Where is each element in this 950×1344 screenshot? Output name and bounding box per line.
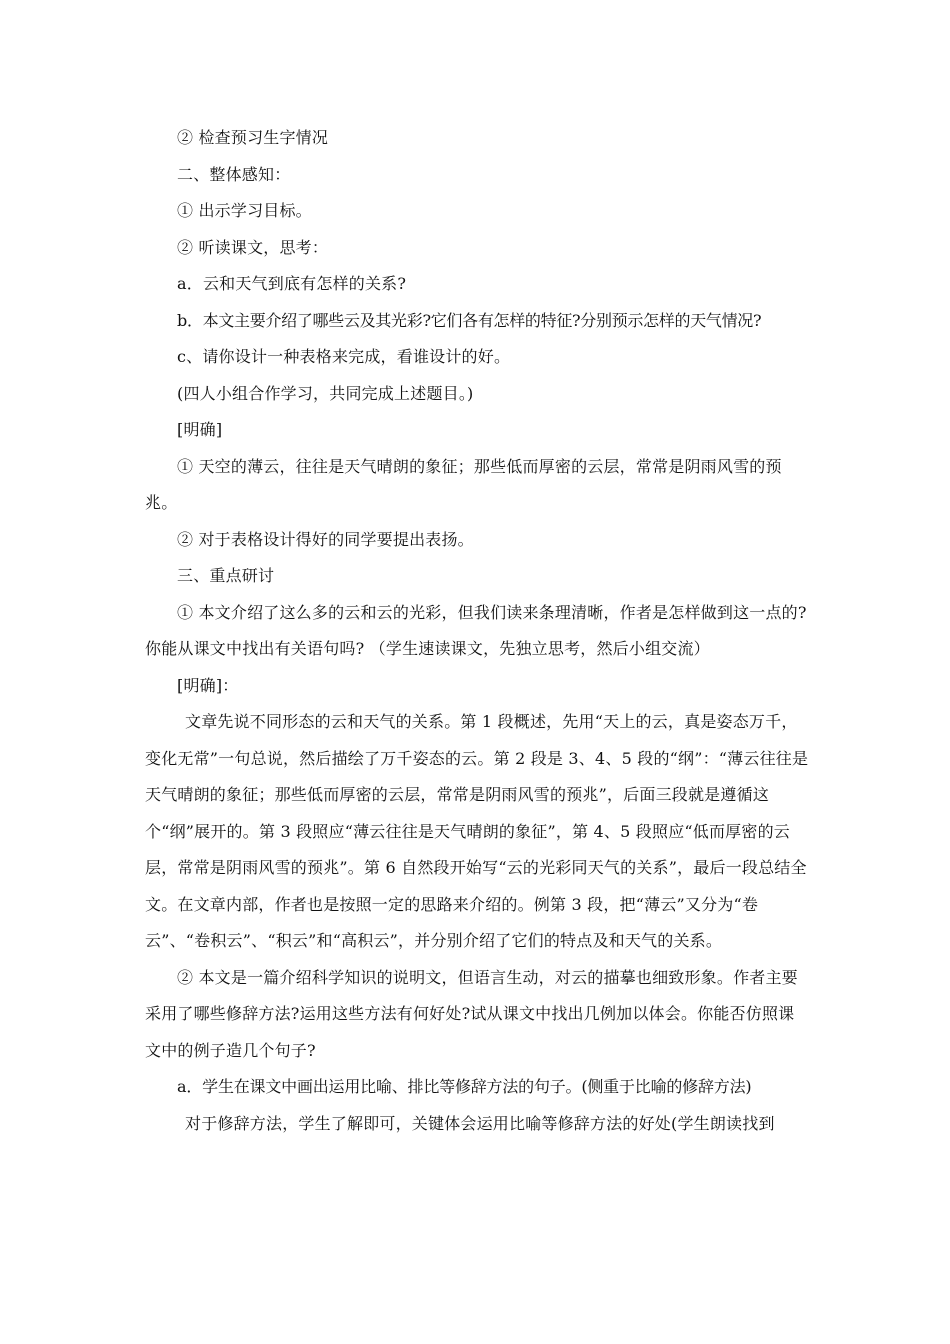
label-clarify-2: [明确]： bbox=[177, 675, 239, 695]
document-body bbox=[145, 120, 810, 1142]
paragraph-answer-2: ② 对于表格设计得好的同学要提出表扬。 bbox=[177, 529, 474, 549]
heading-overall-perception: 二、整体感知： bbox=[177, 164, 291, 184]
label-clarify: [明确] bbox=[177, 420, 223, 439]
question-c: c、请你设计一种表格来完成，看谁设计的好。 bbox=[177, 347, 511, 366]
paragraph-group-work: (四人小组合作学习，共同完成上述题目。) bbox=[177, 383, 474, 403]
paragraph-structure-explanation: 文章先说不同形态的云和天气的关系。第 1 段概述，先用“天上的云，真是姿态万千，变化无常”一句总说，然后描绘了万千姿态的云。第 2 段是 3、4、5 段的“纲”：“薄云往往是天气晴朗的象征；那些低而厚密的云层，常常是阴雨风雪的预兆”，后面三段就是遵循这个“纲”展开的。第 3 段照应“薄云往往是天气晴朗的象征”，第 4、5 段照应“低而厚密的云层，常常是阴雨风雪的预兆”。第 6 自然段开始写“云的光彩同天气的关系”，最后一段总结全文。在文章内部，作者也是按照一定的思路来介绍的。例第 3 段，把“薄云”又分为“卷云”、“卷积云”、“积云”和“高积云”，并分别介绍了它们的特点及和天气的关系。 bbox=[145, 712, 809, 950]
heading-key-discussion: 三、重点研讨 bbox=[177, 566, 275, 585]
question-a: a．云和天气到底有怎样的关系? bbox=[177, 274, 407, 293]
paragraph-rhetoric-a: a．学生在课文中画出运用比喻、排比等修辞方法的句子。(侧重于比喻的修辞方法) bbox=[177, 1077, 752, 1096]
paragraph-answer-1: ① 天空的薄云，往往是天气晴朗的象征；那些低而厚密的云层，常常是阴雨风雪的预兆。 bbox=[145, 456, 782, 512]
paragraph-discussion-1: ① 本文介绍了这么多的云和云的光彩，但我们读来条理清晰，作者是怎样做到这一点的? 你能从课文中找出有关语句吗? （学生速读课文，先独立思考，然后小组交流） bbox=[145, 602, 807, 658]
paragraph-discussion-2: ② 本文是一篇介绍科学知识的说明文，但语言生动，对云的描摹也细致形象。作者主要采用了哪些修辞方法?运用这些方法有何好处?试从课文中找出几例加以体会。你能否仿照课文中的例子造几个句子? bbox=[145, 967, 798, 1060]
question-b: b．本文主要介绍了哪些云及其光彩?它们各有怎样的特征?分别预示怎样的天气情况? bbox=[177, 310, 762, 330]
paragraph-check-preview: ② 检查预习生字情况 bbox=[177, 128, 329, 147]
paragraph-listen-think: ② 听读课文，思考： bbox=[177, 237, 329, 257]
paragraph-rhetoric-note: 对于修辞方法，学生了解即可，关键体会运用比喻等修辞方法的好处(学生朗读找到 bbox=[185, 1113, 775, 1133]
paragraph-show-goals: ① 出示学习目标。 bbox=[177, 201, 312, 220]
